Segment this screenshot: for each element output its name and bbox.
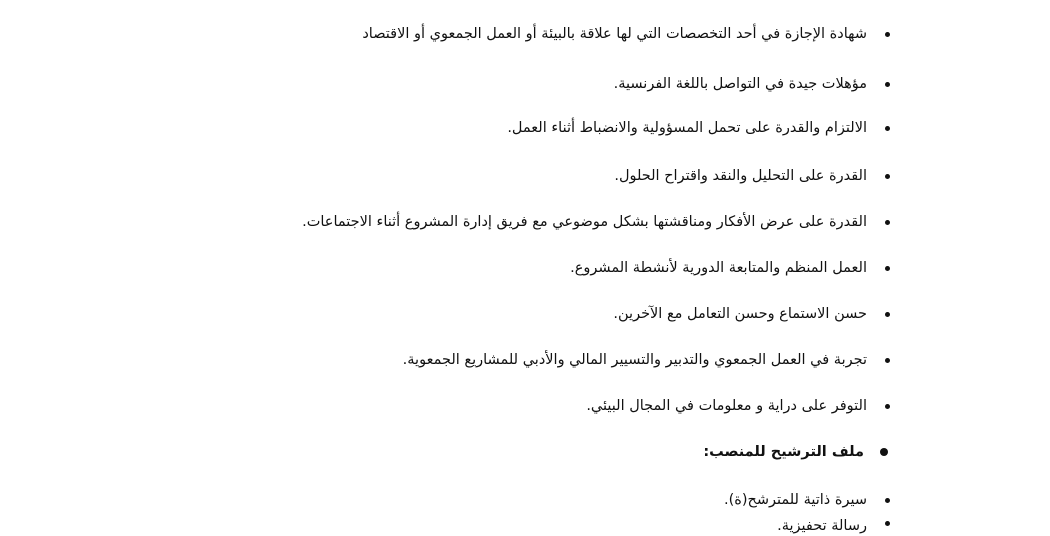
bullet-icon xyxy=(885,521,890,526)
application-item-text: رسالة تحفيزية. xyxy=(777,518,867,534)
requirement-text: العمل المنظم والمتابعة الدورية لأنشطة المشروع. xyxy=(570,260,867,276)
requirement-text: القدرة على عرض الأفكار ومناقشتها بشكل موضوعي مع فريق إدارة المشروع أثناء الاجتماعات. xyxy=(302,214,867,230)
bullet-icon xyxy=(880,448,888,456)
bullet-icon xyxy=(885,174,890,179)
requirement-item xyxy=(362,24,890,44)
bullet-icon xyxy=(885,312,890,317)
requirement-text: القدرة على التحليل والنقد واقتراح الحلول. xyxy=(614,168,867,184)
requirement-text: تجربة في العمل الجمعوي والتدبير والتسيير المالي والأدبي للمشاريع الجمعوية. xyxy=(402,352,867,368)
requirement-item xyxy=(614,74,890,94)
requirement-item xyxy=(613,304,890,324)
requirement-item xyxy=(507,118,890,138)
bullet-icon xyxy=(885,358,890,363)
requirement-text: التوفر على دراية و معلومات في المجال البيئي. xyxy=(586,398,867,414)
requirement-text: مؤهلات جيدة في التواصل باللغة الفرنسية. xyxy=(613,76,867,92)
application-item-partial xyxy=(777,517,890,534)
application-item-text: سيرة ذاتية للمترشح(ة). xyxy=(723,492,867,508)
bullet-icon xyxy=(885,32,890,37)
requirement-item xyxy=(570,258,890,278)
requirement-item xyxy=(403,350,890,370)
bullet-icon xyxy=(885,498,890,503)
requirement-text: الالتزام والقدرة على تحمل المسؤولية والانضباط أثناء العمل. xyxy=(507,120,867,136)
bullet-icon xyxy=(885,220,890,225)
requirement-item xyxy=(586,396,890,416)
requirement-text: حسن الاستماع وحسن التعامل مع الآخرين. xyxy=(613,306,867,322)
bullet-icon xyxy=(885,126,890,131)
requirement-text: شهادة الإجازة في أحد التخصصات التي لها علاقة بالبيئة أو العمل الجمعوي أو الاقتصاد xyxy=(362,26,867,42)
bullet-icon xyxy=(885,82,890,87)
application-file-heading xyxy=(703,442,888,462)
application-item xyxy=(724,490,890,510)
section-heading: ملف الترشيح للمنصب: xyxy=(703,444,864,460)
requirement-item xyxy=(302,212,890,232)
bullet-icon xyxy=(885,404,890,409)
bullet-icon xyxy=(885,266,890,271)
requirement-item xyxy=(614,166,890,186)
